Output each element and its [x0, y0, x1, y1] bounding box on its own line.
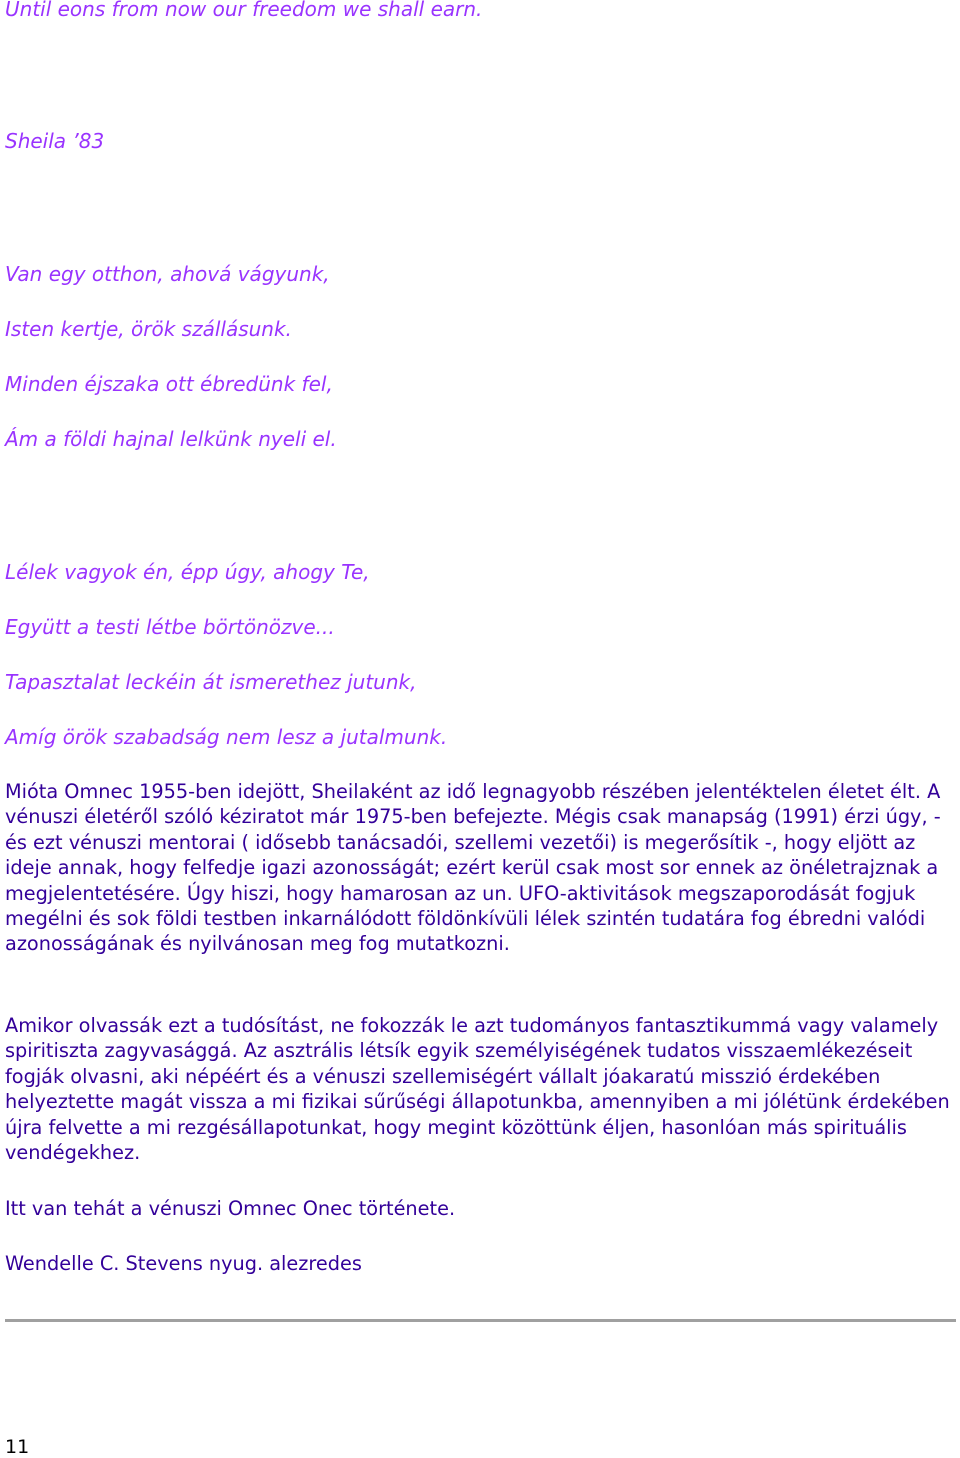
poem-line: Együtt a testi létbe börtönözve...	[5, 615, 335, 639]
poem-line: Van egy otthon, ahová vágyunk,	[5, 262, 330, 286]
poem-line: Amíg örök szabadság nem lesz a jutalmunk.	[5, 725, 448, 749]
poem-line: Lélek vagyok én, épp úgy, ahogy Te,	[5, 560, 370, 584]
poem-line: Tapasztalat leckéin át ismerethez jutunk,	[5, 670, 417, 694]
poem-signature: Sheila ’83	[5, 129, 105, 153]
poem-closing-line: Until eons from now our freedom we shall earn.	[5, 0, 483, 21]
poem-line: Minden éjszaka ott ébredünk fel,	[5, 372, 333, 396]
paragraph-omnec-biography: Mióta Omnec 1955-ben idejött, Sheilaként az idő legnagyobb részében jelentéktelen életet élt. A vénuszi életéről szóló kéziratot már 1975-ben befejezte. Mégis csak manapság (1991) érzi úgy, - és ezt vénuszi mentorai ( idősebb tanácsadói, szellemi vezetői) is megerősítik -, hogy eljött az ideje annak, hogy felfedje igazi azonosságát; ezért kerül csak most sor ennek az önéletrajznak a megjelentetésére. Úgy hiszi, hogy hamarosan az un. UFO-aktivitások megszaporodását fogjuk megélni és sok földi testben inkarnálódott földönkívüli lélek szintén tudatára fog ébredni valódi azonosságának és nyilvánosan meg fog mutatkozni.	[5, 780, 941, 956]
paragraph-story-intro: Itt van tehát a vénuszi Omnec Onec története.	[5, 1197, 456, 1220]
page-number: 11	[5, 1436, 30, 1458]
author-signature: Wendelle C. Stevens nyug. alezredes	[5, 1252, 362, 1275]
paragraph-reader-note: Amikor olvassák ezt a tudósítást, ne fokozzák le azt tudományos fantasztikummá vagy valamely spiritiszta zagyvasággá. Az asztrális létsík egyik személyiségének tudatos visszaemlékezéseit fogják olvasni, aki népéért és a vénuszi szellemiségért vállalt jóakaratú misszió érdekében helyeztette magát vissza a mi fizikai sűrűségi állapotunkba, amennyiben a mi jólétünk érdekében újra felvette a mi rezgésállapotunkat, hogy megint közöttünk éljen, hasonlóan más spirituális vendégekhez.	[5, 1014, 950, 1165]
poem-line: Isten kertje, örök szállásunk.	[5, 317, 292, 341]
poem-line: Ám a földi hajnal lelkünk nyeli el.	[5, 427, 337, 451]
footer-divider	[5, 1319, 956, 1322]
